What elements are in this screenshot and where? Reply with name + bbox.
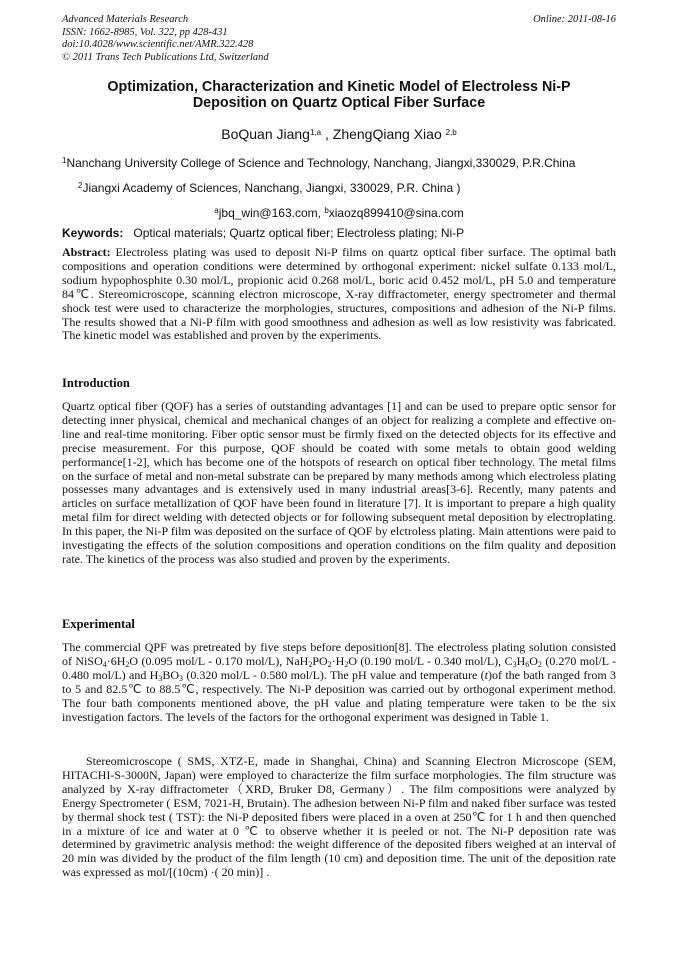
section-heading-experimental: Experimental	[62, 617, 135, 631]
abstract-text: Electroless plating was used to deposit Ni-P films on quartz optical fiber surface. The optimal bath compositions and operation conditions were determined by orthogonal experiment: nickel sulfate 0.133 mol/L, sodium hypophosphite 0.30 mol/L, propionic acid 0.268 mol/L, boric acid 0.452 mol/L, pH 5.0 and temperature 84℃. Stereomicroscope, scanning electron microscope, X-ray diffractometer, energy spectrometer and thermal shock test were used to characterize the morphologies, structures, compositions and adhesion of the Ni-P films. The results showed that a Ni-P film with good smoothness and adhesion as well as low resistivity was fabricated. The kinetic model was established and proven by the experiments.	[62, 245, 617, 343]
author-emails	[62, 206, 616, 220]
affiliation-2-text: Jiangxi Academy of Sciences, Nanchang, Jiangxi, 330029, P.R. China )	[82, 181, 461, 195]
issn-line: ISSN: 1662-8985, Vol. 322, pp 428-431	[62, 26, 228, 38]
text-run: ·6H	[106, 653, 126, 668]
section-heading-introduction: Introduction	[62, 376, 130, 390]
text-run: The commercial QPF was pretreated by five steps before deposition[8]. The electroless plating solution consisted of NiSO	[62, 640, 616, 668]
email-b-mark: b	[324, 206, 329, 215]
paper-title	[62, 80, 616, 111]
experimental-paragraph-1	[62, 641, 616, 724]
introduction-paragraph: Quartz optical fiber (QOF) has a series of outstanding advantages [1] and can be used to prepare optic sensor for detecting inner physical, chemical and mechanical changes of an object for realizing a complete and effective on-line and real-time monitoring. Fiber optic sensor must be firmly fixed on the detected objects for its effective and precise measurement. For this purpose, QOF should be coated with some metals to obtain good welding performance[1-2], which has become one of the hotspots of research on optical fiber technology. The metal films on the surface of metal and non-metal substrate can be prepared by many methods among which electroless plating possesses many advantages and is extensively used in many industrial areas[3-6]. Recently, many patents and articles on surface metallization of QOF have been found in literature [7]. It is important to prepare a high quality metal film for direct welding with detected objects or for following subsequent metal deposition by electroplating. In this paper, the Ni-P film was deposited on the surface of QOF by elctroless plating. Main attentions were paid to investigating the effects of the solution compositions and operation conditions on the film quality and deposition rate. The kinetics of the process was also studied and proven by the experiments.	[62, 399, 616, 566]
subscript: 3	[512, 659, 517, 669]
abstract	[62, 246, 616, 343]
abstract-label: Abstract:	[62, 245, 111, 259]
keywords	[62, 226, 616, 240]
author-1-name: BoQuan Jiang	[221, 126, 310, 142]
email-a-mark: a	[214, 206, 219, 215]
author-2-affiliation-mark: 2,b	[445, 128, 457, 137]
text-run: BO	[162, 667, 180, 682]
author-separator: ,	[321, 126, 333, 142]
doi-line: doi:10.4028/www.scientific.net/AMR.322.428	[62, 39, 254, 50]
text-run: ·H	[331, 653, 345, 668]
text-run: (0.320 mol/L - 0.580 mol/L). The pH value and temperature (	[183, 667, 485, 682]
subscript: 4	[102, 659, 107, 669]
text-run: O (0.190 mol/L - 0.340 mol/L), C	[348, 653, 513, 668]
subscript: 3	[179, 673, 184, 683]
subscript: 2	[344, 659, 349, 669]
text-run: O (0.095 mol/L - 0.170 mol/L), NaH	[129, 653, 309, 668]
online-date: Online: 2011-08-16	[533, 14, 616, 25]
copyright-line: © 2011 Trans Tech Publications Ltd, Switzerland	[62, 51, 269, 63]
italic-variable: t	[484, 667, 489, 682]
subscript: 2	[308, 659, 313, 669]
author-list	[62, 126, 616, 142]
text-run: PO	[312, 653, 328, 668]
author-1-affiliation-mark: 1,a	[309, 128, 322, 137]
text-run: O	[529, 653, 538, 668]
title-line-2: Deposition on Quartz Optical Fiber Surface	[192, 94, 486, 111]
title-line-1: Optimization, Characterization and Kinetic Model of Electroless Ni-P	[107, 79, 571, 95]
affiliation-1	[62, 156, 638, 170]
keywords-label: Keywords:	[62, 226, 124, 240]
text-run: )of the bath ranged from 3 to 5 and 82.5℃ to 88.5℃, respectively. The Ni-P deposition was carried out by orthogonal experiment method. The four bath components mentioned above, the pH value and plating temperature were taken to be the six investigation factors. The levels of the factors for the orthogonal experiment was designed in Table 1.	[62, 667, 616, 724]
subscript: 2	[537, 659, 542, 669]
subscript: 3	[158, 673, 163, 683]
affiliation-2	[78, 181, 638, 195]
text-run: (0.270 mol/L - 0.480 mol/L) and H	[62, 653, 616, 682]
email-b[interactable]: xiaozq899410@sina.com	[328, 206, 464, 220]
subscript: 2	[327, 659, 332, 669]
affiliation-2-mark: 2	[78, 181, 83, 190]
keywords-text: Optical materials; Quartz optical fiber; Electroless plating; Ni-P	[133, 226, 465, 240]
email-a[interactable]: jbq_win@163.com,	[218, 206, 325, 220]
experimental-paragraph-2: Stereomicroscope ( SMS, XTZ-E, made in Shanghai, China) and Scanning Electron Microscope (SEM, HITACHI-S-3000N, Japan) were employed to characterize the film surface morphologies. The film structure was analyzed by X-ray diffractometer（XRD, Bruker D8, Germany）. The film compositions were analyzed by Energy Spectrometer ( ESM, 7021-H, Brutain). The adhesion between Ni-P film and naked fiber surface was tested by thermal shock test ( TST): the Ni-P deposited fibers were placed in a oven at 250℃ for 1 h and then quenched in a mixture of ice and water at 0 ℃ to observe whether it is peeled or not. The Ni-P deposition rate was determined by gravimetric analysis method: the weight difference of the deposited fibers weighed at an interval of 20 min was divided by the product of the film length (10 cm) and deposition time. The unit of the deposition rate was expressed as mol/[(10cm) ·( 20 min)] .	[62, 754, 616, 880]
journal-name: Advanced Materials Research	[62, 14, 189, 25]
journal-header	[62, 14, 616, 64]
subscript: 2	[125, 659, 130, 669]
affiliation-1-mark: 1	[62, 156, 67, 165]
subscript: 6	[525, 659, 530, 669]
affiliation-1-text: Nanchang University College of Science and Technology, Nanchang, Jiangxi,330029, P.R.China	[66, 156, 576, 170]
text-run: H	[516, 653, 526, 668]
author-2-name: ZhengQiang Xiao	[332, 126, 442, 142]
